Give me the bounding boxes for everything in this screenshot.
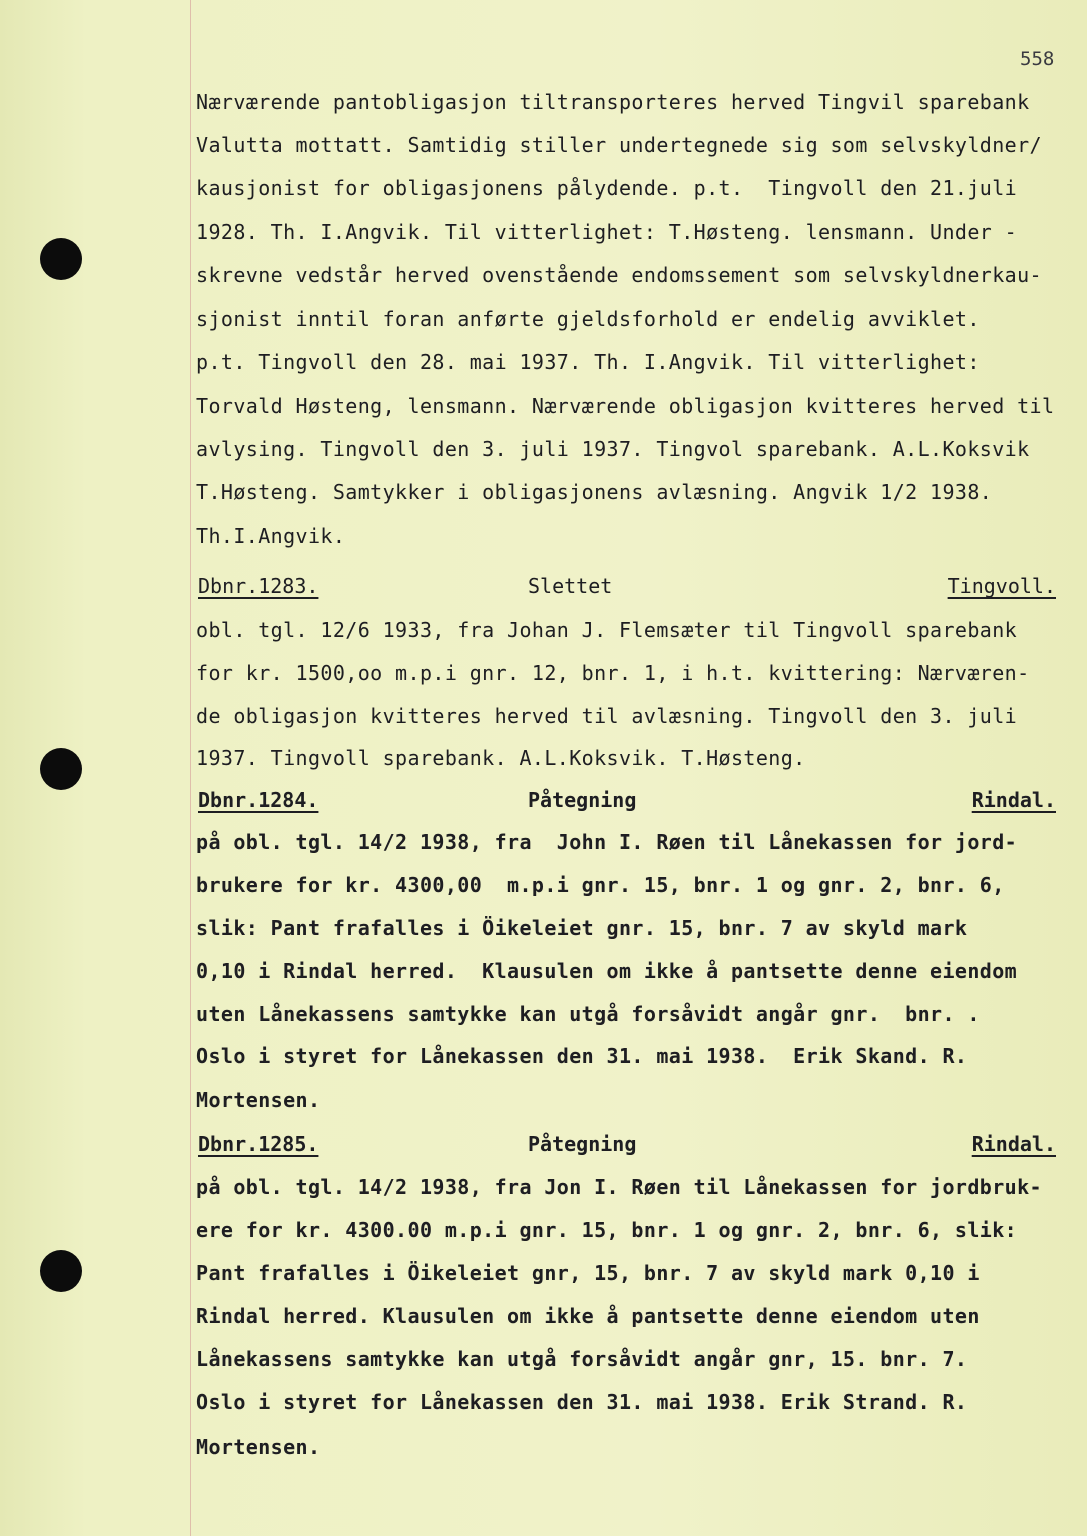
text-line: Th.I.Angvik. [196,524,346,548]
punch-hole [40,748,82,790]
text-line: Mortensen. [196,1088,321,1112]
text-line: skrevne vedstår herved ovenstående endomssement som selvskyldnerkau- [196,263,1042,287]
text-line: T.Høsteng. Samtykker i obligasjonens avlæsning. Angvik 1/2 1938. [196,480,993,504]
entry-number: Dbnr.1284. [198,788,319,812]
text-line: Pant frafalles i Öikeleiet gnr, 15, bnr. 7 av skyld mark 0,10 i [196,1261,980,1285]
entry-title: Påtegning [528,788,637,812]
text-line: brukere for kr. 4300,00 m.p.i gnr. 15, bnr. 1 og gnr. 2, bnr. 6, [196,873,1005,897]
text-line: Nærværende pantobligasjon tiltransporteres herved Tingvil sparebank [196,90,1030,114]
text-line: kausjonist for obligasjonens pålydende. p.t. Tingvoll den 21.juli [196,176,1018,200]
text-line: avlysing. Tingvoll den 3. juli 1937. Tingvol sparebank. A.L.Koksvik [196,437,1030,461]
text-line: 1928. Th. I.Angvik. Til vitterlighet: T.Høsteng. lensmann. Under - [196,220,1018,244]
punch-hole [40,1250,82,1292]
punch-hole [40,238,82,280]
text-line: Oslo i styret for Lånekassen den 31. mai 1938. Erik Strand. R. [196,1390,968,1414]
text-line: 0,10 i Rindal herred. Klausulen om ikke å pantsette denne eiendom [196,959,1018,983]
entry-heading [196,574,1062,600]
text-line: på obl. tgl. 14/2 1938, fra Jon I. Røen til Lånekassen for jordbruk- [196,1175,1042,1199]
text-line: slik: Pant frafalles i Öikeleiet gnr. 15, bnr. 7 av skyld mark [196,916,968,940]
text-line: Mortensen. [196,1435,321,1459]
margin-line [190,0,191,1536]
text-line: p.t. Tingvoll den 28. mai 1937. Th. I.Angvik. Til vitterlighet: [196,350,980,374]
entry-number: Dbnr.1283. [198,574,319,598]
page-number: 558 [1020,48,1055,70]
text-line: Oslo i styret for Lånekassen den 31. mai 1938. Erik Skand. R. [196,1044,968,1068]
entry-heading [196,788,1062,814]
entry-number: Dbnr.1285. [198,1132,319,1156]
text-line: Rindal herred. Klausulen om ikke å pantsette denne eiendom uten [196,1304,980,1328]
text-line: de obligasjon kvitteres herved til avlæsning. Tingvoll den 3. juli [196,704,1018,728]
text-line: ere for kr. 4300.00 m.p.i gnr. 15, bnr. 1 og gnr. 2, bnr. 6, slik: [196,1218,1018,1242]
entry-heading [196,1132,1062,1158]
entry-title: Påtegning [528,1132,637,1156]
text-line: sjonist inntil foran anførte gjeldsforhold er endelig avviklet. [196,307,980,331]
text-line: uten Lånekassens samtykke kan utgå forsåvidt angår gnr. bnr. . [196,1002,980,1026]
entry-place: Rindal. [971,1132,1056,1156]
entry-place: Rindal. [971,788,1056,812]
text-line: Torvald Høsteng, lensmann. Nærværende obligasjon kvitteres herved til [196,394,1055,418]
text-line: Valutta mottatt. Samtidig stiller undertegnede sig som selvskyldner/ [196,133,1042,157]
text-line: 1937. Tingvoll sparebank. A.L.Koksvik. T.Høsteng. [196,746,806,770]
entry-place: Tingvoll. [947,574,1056,598]
text-line: for kr. 1500,oo m.p.i gnr. 12, bnr. 1, i h.t. kvittering: Nærværen- [196,661,1030,685]
text-line: Lånekassens samtykke kan utgå forsåvidt angår gnr, 15. bnr. 7. [196,1347,968,1371]
text-line: på obl. tgl. 14/2 1938, fra John I. Røen til Lånekassen for jord- [196,830,1018,854]
entry-title: Slettet [528,574,613,598]
text-line: obl. tgl. 12/6 1933, fra Johan J. Flemsæter til Tingvoll sparebank [196,618,1018,642]
